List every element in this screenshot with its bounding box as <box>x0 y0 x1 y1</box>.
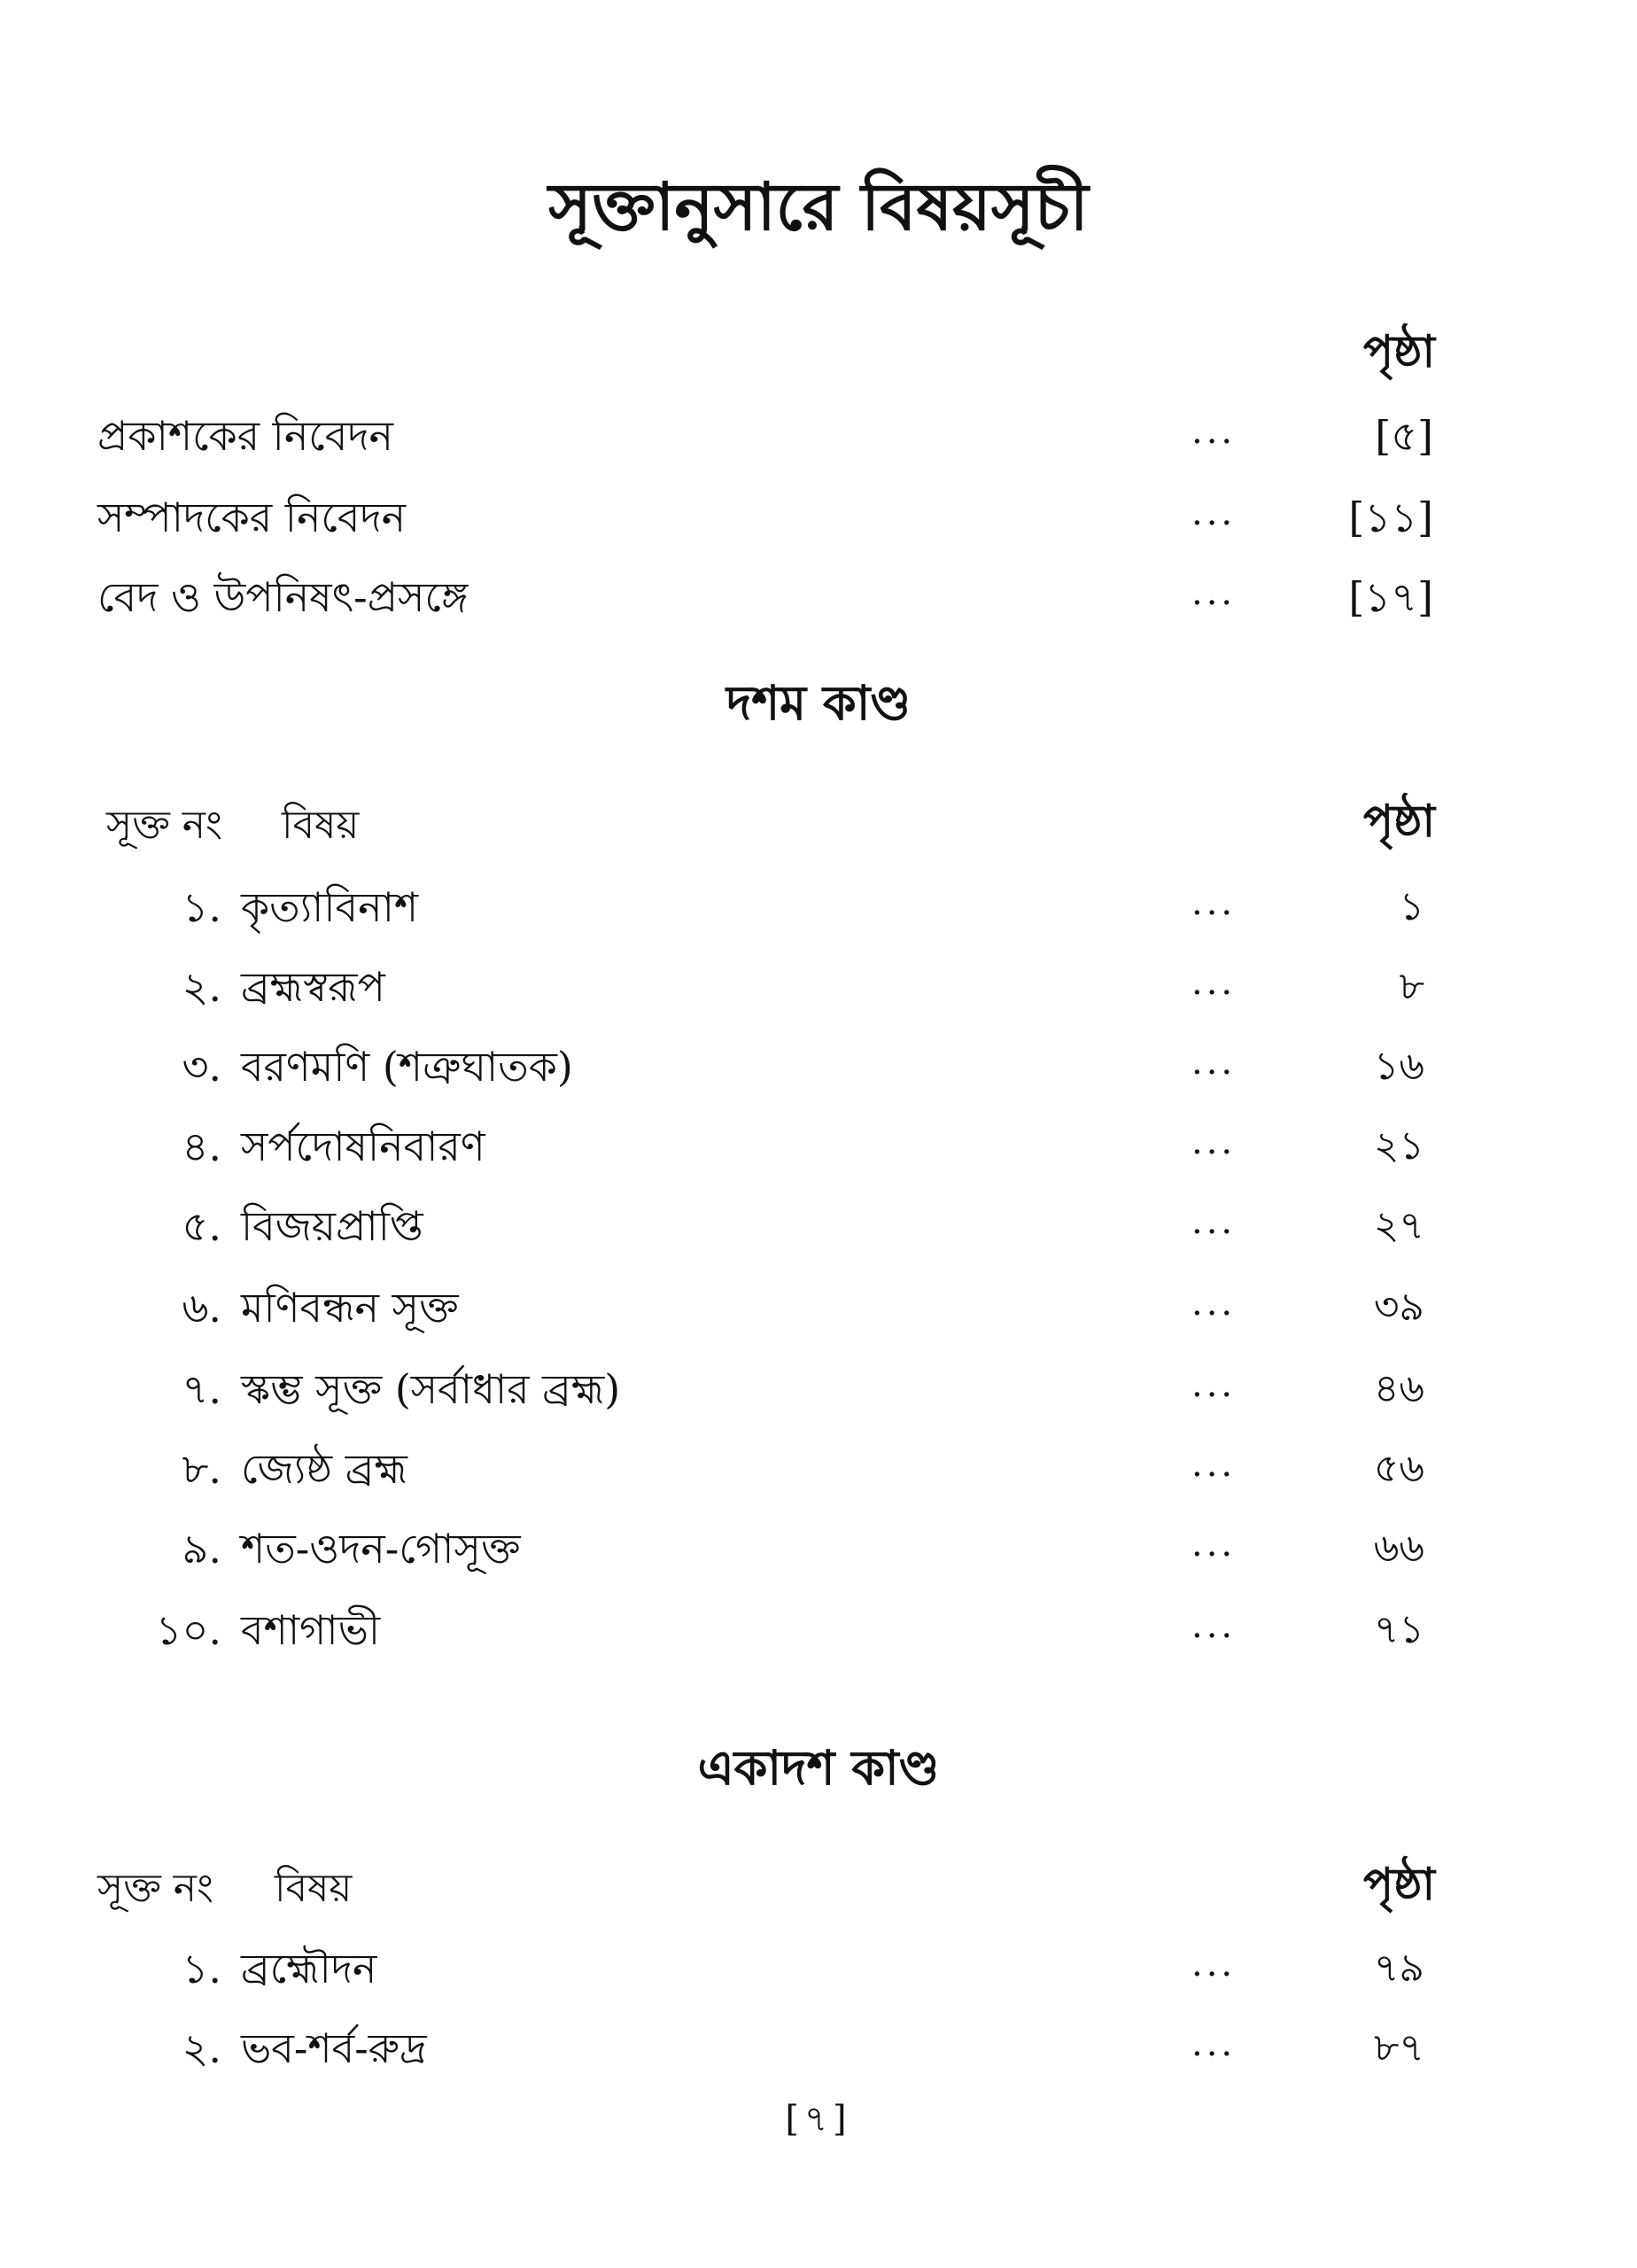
sukta-title: বশাগাভী <box>241 1606 381 1654</box>
toc-entry-page: [১৭] <box>1348 573 1433 621</box>
section-heading: দশম কাণ্ড <box>725 674 912 731</box>
sukta-number: ২. <box>182 963 221 1011</box>
sukta-page: ৩৯ <box>1373 1285 1424 1330</box>
column-header-page: পৃষ্ঠা <box>1362 1858 1435 1910</box>
sukta-page: ১ <box>1399 884 1424 929</box>
toc-leader: ... <box>1191 2023 1237 2064</box>
toc-leader: ... <box>1191 572 1237 613</box>
sukta-title: ব্রহ্মৌদন <box>241 1945 377 1992</box>
sukta-number: ১. <box>182 883 221 931</box>
toc-leader: ... <box>1191 1122 1237 1162</box>
sukta-title: বরণমণি (শত্রুঘাতক) <box>241 1043 573 1091</box>
toc-leader: ... <box>1191 1201 1237 1242</box>
toc-leader: ... <box>1191 1364 1237 1405</box>
section-heading: একাদশ কাণ্ড <box>697 1739 940 1796</box>
sukta-number: ১. <box>182 1945 221 1992</box>
toc-leader: ... <box>1191 1444 1237 1485</box>
sukta-title: জ্যেষ্ঠ ব্রহ্ম <box>241 1445 407 1493</box>
sukta-number: ৫. <box>182 1202 221 1250</box>
sukta-number: ৩. <box>182 1043 221 1091</box>
toc-leader: ... <box>1191 411 1237 452</box>
toc-leader: ... <box>1191 962 1237 1003</box>
page-number-footer: [৭] <box>785 2099 852 2140</box>
toc-leader: ... <box>1191 1944 1237 1984</box>
toc-leader: ... <box>1191 1524 1237 1565</box>
page-column-header: পৃষ্ঠা <box>1362 325 1435 377</box>
sukta-page: ৬৬ <box>1373 1526 1424 1571</box>
sukta-page: ২৭ <box>1373 1203 1424 1248</box>
toc-leader: ... <box>1191 493 1237 533</box>
column-header-subject: বিষয় <box>275 1866 353 1911</box>
sukta-title: ব্রহ্মস্বরূপ <box>241 963 385 1011</box>
sukta-page: ৭৯ <box>1373 1946 1424 1991</box>
column-header-sukta-no: সূক্ত নং <box>97 1866 213 1911</box>
toc-entry-text: সম্পাদকের নিবেদন <box>97 493 407 541</box>
sukta-title: ভব-শর্ব-রুদ্র <box>241 2024 427 2072</box>
sukta-title: শত-ওদন-গোসূক্ত <box>241 1525 521 1573</box>
page-title: সূক্তানুসারে বিষয়সূচী <box>548 169 1089 245</box>
sukta-number: ৪. <box>182 1122 221 1170</box>
sukta-title: মণিবন্ধন সূক্ত <box>241 1284 459 1332</box>
sukta-number: ৯. <box>182 1525 221 1573</box>
sukta-page: ২১ <box>1373 1123 1424 1169</box>
column-header-page: পৃষ্ঠা <box>1362 795 1435 847</box>
toc-entry-text: প্রকাশকের নিবেদন <box>97 412 393 460</box>
toc-leader: ... <box>1191 1042 1237 1083</box>
sukta-page: ১৬ <box>1373 1044 1424 1089</box>
sukta-page: ৪৬ <box>1373 1366 1424 1411</box>
toc-entry-page: [১১] <box>1348 493 1433 541</box>
toc-leader: ... <box>1191 882 1237 923</box>
sukta-page: ৫৬ <box>1373 1446 1424 1491</box>
sukta-number: ৬. <box>182 1284 221 1332</box>
sukta-number: ৮. <box>182 1445 221 1493</box>
sukta-page: ৭১ <box>1373 1607 1424 1652</box>
sukta-title: স্কম্ভ সূক্ত (সর্বাধার ব্রহ্ম) <box>241 1365 621 1413</box>
sukta-title: কৃত্যাবিনাশ <box>241 883 419 931</box>
column-header-subject: বিষয় <box>282 803 360 848</box>
toc-entry-text: বেদ ও উপনিষৎ-প্রসঙ্গে <box>97 573 469 621</box>
sukta-title: বিজয়প্রাপ্তি <box>241 1202 423 1250</box>
toc-entry-page: [৫] <box>1375 412 1433 460</box>
toc-leader: ... <box>1191 1605 1237 1646</box>
column-header-sukta-no: সূক্ত নং <box>106 803 222 848</box>
sukta-title: সর্পদোষনিবারণ <box>241 1122 485 1170</box>
sukta-number: ১০. <box>155 1606 221 1654</box>
sukta-page: ৮৭ <box>1373 2025 1424 2070</box>
sukta-page: ৮ <box>1399 964 1424 1009</box>
sukta-number: ৭. <box>182 1365 221 1413</box>
sukta-number: ২. <box>182 2024 221 2072</box>
toc-leader: ... <box>1191 1283 1237 1324</box>
